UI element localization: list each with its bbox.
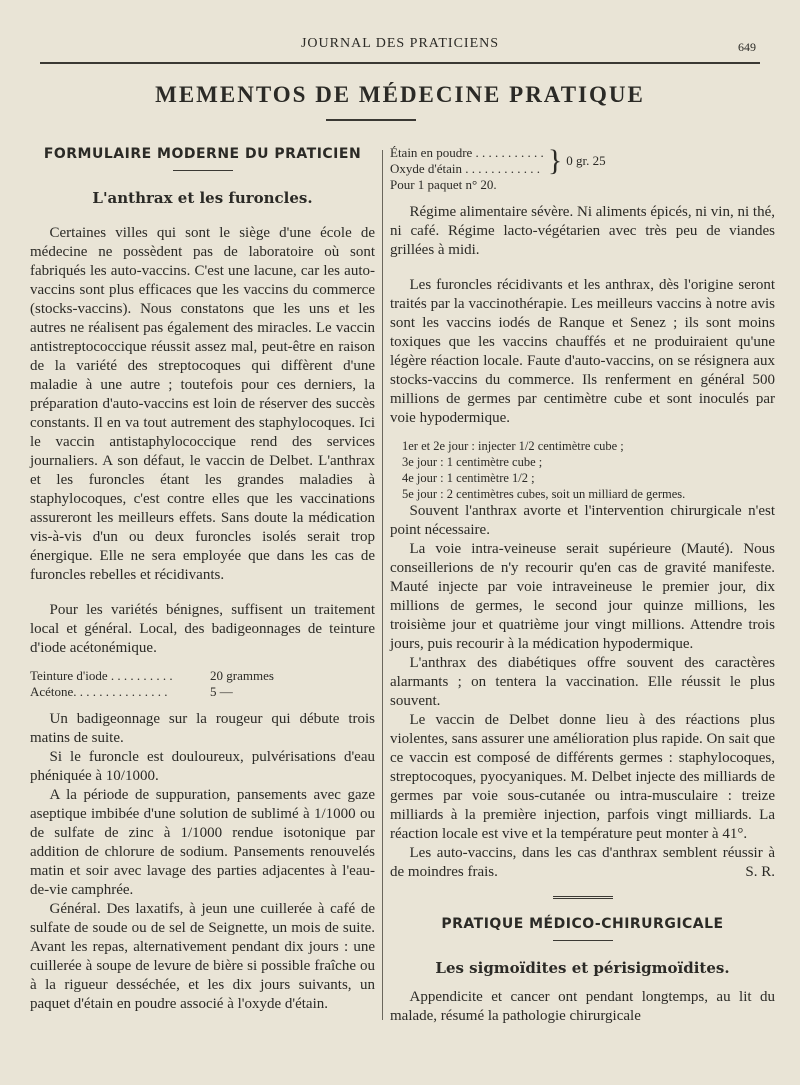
paragraph: Pour les variétés bénignes, suffisent un traitement local et général. Local, des badigeonnages de teinture d'iode acétonémique. [30, 602, 375, 656]
paragraph: Général. Des laxatifs, à jeun une cuillerée à café de sulfate de soude ou de sel de Seignette, un mois de suite. Avant les repas, alternativement pendant dix jours : une cuillerée à soupe de levure de bière si possible fraîche ou à la rigueur desséchée, et les dix jours suivants, un paquet d'étain en poudre associé à l'oxyde d'étain. [30, 901, 375, 1012]
protocol-list [390, 438, 775, 502]
paragraph: Si le furoncle est douloureux, pulvérisations d'eau phéniquée à 10/1000. [30, 749, 375, 784]
column-divider [382, 150, 383, 1020]
formula-table [30, 668, 375, 700]
paragraph: Le vaccin de Delbet donne lieu à des réactions plus violentes, sans assurer une amélioration plus rapide. On sait que ce vaccin est composé de différents germes : staphylocoques, streptocoques, pyocyaniques. M. Delbet injecte des milliards de germes par voie sous-cutanée ou intra-musculaire : treize milliards à la première injection, parfois vingt milliards. La réaction locale est vive et la température peut monter à 41°. [390, 712, 775, 842]
protocol-item: 3e jour : 1 centimètre cube ; [402, 455, 543, 469]
formula-ingredient: Étain en poudre . . . . . . . . . . . [390, 145, 544, 160]
paragraph: A la période de suppuration, pansements avec gaze aseptique imbibée d'une solution de sublimé à 1/1000 ou de sulfate de zinc à 1/1000 rendue isotonique par addition de chlorure de sodium. Pansements renouvelés matin et soir avec lavage des parties adjacentes à l'eau-de-vie camphrée. [30, 787, 375, 898]
formula-quantity: 5 — [210, 684, 233, 699]
subsection-heading: Les sigmoïdites et périsigmoïdites. [435, 959, 730, 977]
formula-brace [390, 145, 775, 177]
section-heading: FORMULAIRE MODERNE DU PRATICIEN [43, 146, 362, 162]
paragraph: Certaines villes qui sont le siège d'une école de médecine ne possèdent pas de laboratoire où sont fabriqués les auto-vaccins. C'est une lacune, car les auto-vaccins sont plus efficaces que les vaccins du commerce (stocks-vaccins). Nous constatons que les uns et les autres ne réalisent pas également des miracles. Le vaccin antistreptococcique réussit assez mal, peut-être en raison de la variété des streptocoques qui diffèrent d'une maladie à une autre ; toutefois pour ces derniers, la préparation d'auto-vaccins est loin de réserver des succès constants. Il en va tout autrement des staphylocoques. Ici le vaccin antistaphylococcique rend des services journaliers. A son défaut, le vaccin de Delbet. L'anthrax et les furoncles étant les grandes maladies à staphylocoques, c'est contre elles que les vaccinations assureront les meilleurs effets. Sans doute la médication vis-à-vis d'un ou deux furoncles isolés serait trop énergique. Elle ne sera employée que dans les cas de furoncles rebelles et récidivants. [30, 225, 375, 583]
subsection-heading: L'anthrax et les furoncles. [92, 189, 313, 207]
formula-row [30, 684, 375, 700]
protocol-item: 5e jour : 2 centimètres cubes, soit un milliard de germes. [402, 487, 686, 501]
paragraph: Les furoncles récidivants et les anthrax, dès l'origine seront traités par la vaccinothérapie. Les meilleurs vaccins à notre avis sont les vaccins iodés de Ranque et Senez ; ils sont moins toxiques que les vaccins chauffés et ne produiraient qu'une légère réaction locale. Faute d'auto-vaccins, on se résignera aux stocks-vaccins du commerce. Ils renferment en général 500 millions de germes par centimètre cube et sont inoculés par voie hypodermique. [390, 277, 775, 426]
section-rule [553, 940, 613, 941]
formula-quantity: 0 gr. 25 [566, 153, 606, 168]
paragraph: La voie intra-veineuse serait supérieure (Mauté). Nous conseillerions de n'y recourir qu'en cas de gravité manifeste. Mauté injecte par voie intraveineuse le premier jour, dix millions de germes, le second jour quinze millions, les troisième jour et quatrième jour vingt millions. Attendre trois jours, puis recourir à la médication hypodermique. [390, 541, 775, 652]
formula-ingredient: Oxyde d'étain . . . . . . . . . . . . [390, 161, 541, 176]
paragraph: Souvent l'anthrax avorte et l'intervention chirurgicale n'est point nécessaire. [390, 503, 775, 538]
protocol-item: 1er et 2e jour : injecter 1/2 centimètre cube ; [402, 439, 624, 453]
right-column [390, 145, 775, 1026]
journal-name: JOURNAL DES PRATICIENS [300, 36, 500, 51]
brace-glyph: } [547, 144, 563, 177]
title-rule [326, 119, 416, 121]
page-title: MEMENTOS DE MÉDECINE PRATIQUE [155, 82, 645, 107]
packet-line: Pour 1 paquet n° 20. [390, 177, 497, 192]
formula-ingredient: Teinture d'iode . . . . . . . . . . [30, 668, 173, 683]
paragraph-text: Les auto-vaccins, dans les cas d'anthrax semblent réussir à de moindres frais. [390, 845, 775, 880]
section-rule [173, 170, 233, 171]
signature: S. R. [745, 864, 775, 880]
paragraph: Un badigeonnage sur la rougeur qui débute trois matins de suite. [30, 711, 375, 746]
section-separator [553, 896, 613, 899]
protocol-item: 4e jour : 1 centimètre 1/2 ; [402, 471, 535, 485]
formula-row [30, 668, 375, 684]
left-column [30, 145, 375, 1014]
formula-ingredient: Acétone. . . . . . . . . . . . . . . [30, 684, 168, 699]
formula-quantity: 20 grammes [210, 668, 274, 683]
paragraph [390, 844, 775, 882]
paragraph: L'anthrax des diabétiques offre souvent des caractères alarmants ; on tentera la vaccination. Elle réussit le plus souvent. [390, 655, 775, 709]
paragraph: Appendicite et cancer ont pendant longtemps, au lit du malade, résumé la pathologie chirurgicale [390, 989, 775, 1024]
paragraph: Régime alimentaire sévère. Ni aliments épicés, ni vin, ni thé, ni café. Régime lacto-végétarien avec très peu de viandes grillées à midi. [390, 204, 775, 258]
running-header [40, 36, 760, 64]
page-number: 649 [738, 40, 756, 54]
section-heading: PRATIQUE MÉDICO-CHIRURGICALE [441, 916, 724, 932]
